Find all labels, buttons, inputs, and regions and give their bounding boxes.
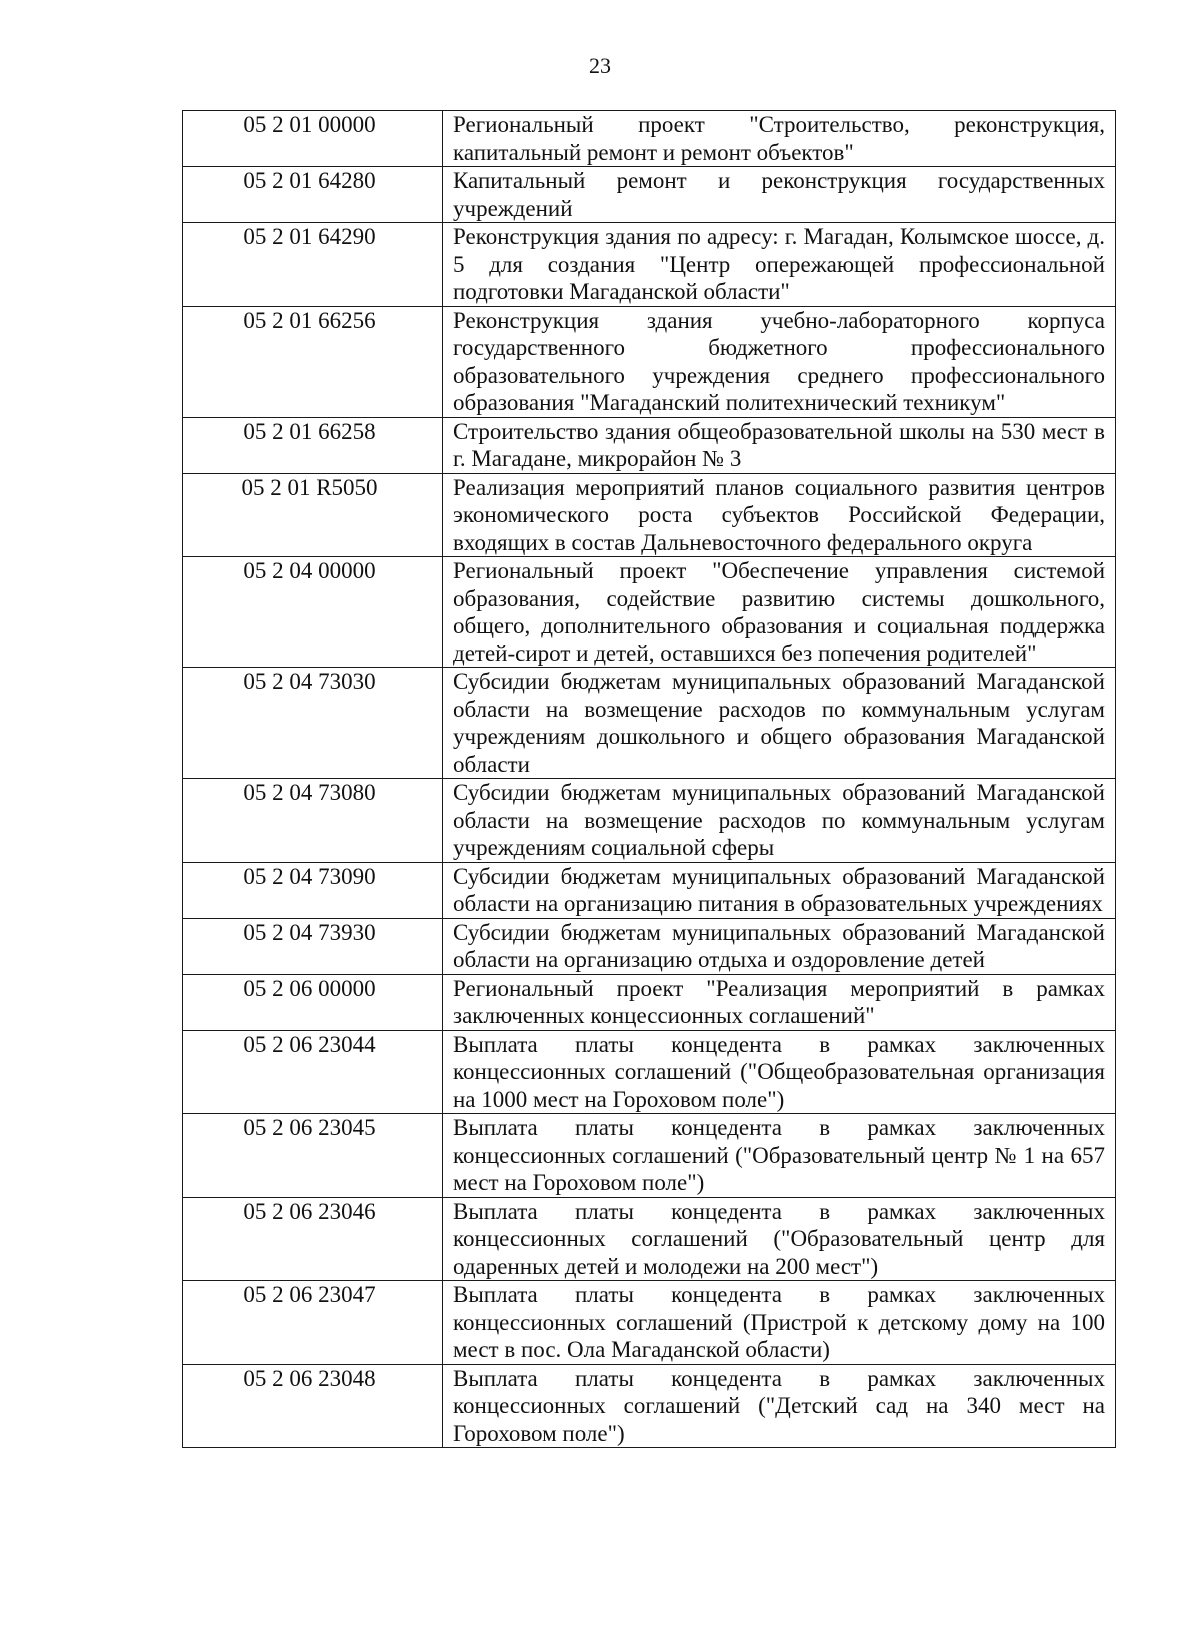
row-description: Реконструкция здания по адресу: г. Магадан, Колымское шоссе, д. 5 для создания "Центр опережающей профессиональной подготовки Магаданской области" — [443, 223, 1116, 307]
row-code: 05 2 01 66256 — [183, 306, 443, 417]
row-code: 05 2 06 23045 — [183, 1114, 443, 1198]
table-row — [183, 473, 1116, 557]
table-row — [183, 1364, 1116, 1448]
row-code: 05 2 01 00000 — [183, 111, 443, 167]
row-code: 05 2 04 73090 — [183, 862, 443, 918]
table-row — [183, 1281, 1116, 1365]
table-row — [183, 557, 1116, 668]
row-code: 05 2 04 00000 — [183, 557, 443, 668]
row-code: 05 2 06 00000 — [183, 974, 443, 1030]
row-code: 05 2 06 23046 — [183, 1197, 443, 1281]
table-row — [183, 167, 1116, 223]
table-row — [183, 111, 1116, 167]
table-row — [183, 974, 1116, 1030]
table-row — [183, 668, 1116, 779]
row-description: Выплата платы концедента в рамках заключенных концессионных соглашений ("Общеобразовательная организация на 1000 мест на Гороховом поле") — [443, 1030, 1116, 1114]
row-description: Региональный проект "Строительство, реконструкция, капитальный ремонт и ремонт объектов" — [443, 111, 1116, 167]
row-code: 05 2 04 73030 — [183, 668, 443, 779]
row-description: Строительство здания общеобразовательной школы на 530 мест в г. Магадане, микрорайон № 3 — [443, 417, 1116, 473]
row-description: Субсидии бюджетам муниципальных образований Магаданской области на организацию питания в образовательных учреждениях — [443, 862, 1116, 918]
row-description: Субсидии бюджетам муниципальных образований Магаданской области на возмещение расходов по коммунальным услугам учреждениям социальной сферы — [443, 779, 1116, 863]
row-description: Реконструкция здания учебно-лабораторного корпуса государственного бюджетного профессионального образовательного учреждения среднего профессионального образования "Магаданский политехнический техникум" — [443, 306, 1116, 417]
row-code: 05 2 01 R5050 — [183, 473, 443, 557]
table-row — [183, 1197, 1116, 1281]
table-row — [183, 862, 1116, 918]
row-code: 05 2 06 23048 — [183, 1364, 443, 1448]
row-code: 05 2 06 23047 — [183, 1281, 443, 1365]
table-row — [183, 918, 1116, 974]
table-row — [183, 1114, 1116, 1198]
row-code: 05 2 01 66258 — [183, 417, 443, 473]
row-description: Региональный проект "Обеспечение управления системой образования, содействие развитию системы дошкольного, общего, дополнительного образования и социальная поддержка детей-сирот и детей, оставшихся без попечения родителей" — [443, 557, 1116, 668]
row-code: 05 2 06 23044 — [183, 1030, 443, 1114]
row-description: Реализация мероприятий планов социального развития центров экономического роста субъектов Российской Федерации, входящих в состав Дальневосточного федерального округа — [443, 473, 1116, 557]
row-description: Региональный проект "Реализация мероприятий в рамках заключенных концессионных соглашений" — [443, 974, 1116, 1030]
row-description: Выплата платы концедента в рамках заключенных концессионных соглашений (Пристрой к детскому дому на 100 мест в пос. Ола Магаданской области) — [443, 1281, 1116, 1365]
row-code: 05 2 01 64290 — [183, 223, 443, 307]
table-row — [183, 223, 1116, 307]
row-description: Субсидии бюджетам муниципальных образований Магаданской области на возмещение расходов по коммунальным услугам учреждениям дошкольного и общего образования Магаданской области — [443, 668, 1116, 779]
table-row — [183, 779, 1116, 863]
table-row — [183, 417, 1116, 473]
page-number: 23 — [589, 53, 611, 78]
row-code: 05 2 01 64280 — [183, 167, 443, 223]
table-row — [183, 1030, 1116, 1114]
budget-classification-table — [182, 110, 1116, 1448]
row-description: Субсидии бюджетам муниципальных образований Магаданской области на организацию отдыха и оздоровление детей — [443, 918, 1116, 974]
row-description: Выплата платы концедента в рамках заключенных концессионных соглашений ("Образовательный центр № 1 на 657 мест на Гороховом поле") — [443, 1114, 1116, 1198]
table-row — [183, 306, 1116, 417]
row-code: 05 2 04 73930 — [183, 918, 443, 974]
row-description: Выплата платы концедента в рамках заключенных концессионных соглашений ("Образовательный центр для одаренных детей и молодежи на 200 мест") — [443, 1197, 1116, 1281]
row-description: Выплата платы концедента в рамках заключенных концессионных соглашений ("Детский сад на 340 мест на Гороховом поле") — [443, 1364, 1116, 1448]
row-description: Капитальный ремонт и реконструкция государственных учреждений — [443, 167, 1116, 223]
row-code: 05 2 04 73080 — [183, 779, 443, 863]
